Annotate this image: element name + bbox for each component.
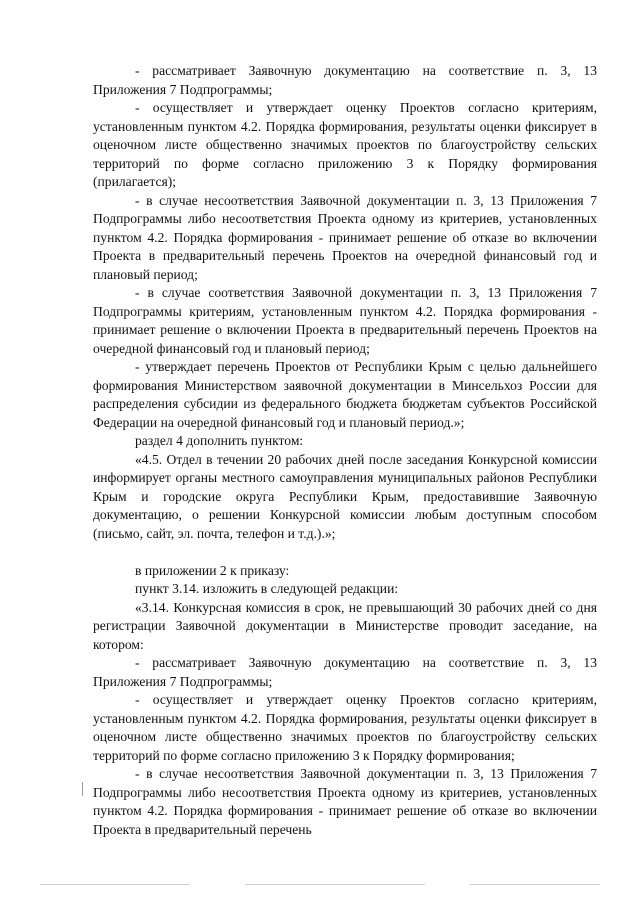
paragraph-appendix-2: в приложении 2 к приказу:: [135, 562, 290, 578]
paragraph-inclusion-decision: - в случае соответствия Заявочной документации п. 3, 13 Приложения 7 Подпрограммы критериям, установленным пунктом 4.2. Порядка формирования - принимает решение о включении Проекта в предварительный перечень Проектов на очередной финансовый год и плановый период;: [93, 285, 597, 356]
paragraph-review-docs-2: - рассматривает Заявочную документацию на соответствие п. 3, 13 Приложения 7 Подпрограммы;: [93, 655, 597, 689]
paragraph-evaluate-projects: - осуществляет и утверждает оценку Проектов согласно критериям, установленным пунктом 4.2. Порядка формирования, результаты оценки фиксирует в оценочном листе общественно значимых проектов по благоустройству сельских территорий по форме согласно приложению 3 к Порядку формирования (прилагается);: [93, 100, 597, 189]
footer-rule-right: [470, 884, 600, 885]
paragraph-section-4-amend: раздел 4 дополнить пунктом:: [135, 433, 304, 448]
paragraph-refusal-decision: - в случае несоответствия Заявочной документации п. 3, 13 Приложения 7 Подпрограммы либо несоответствия Проекта одному из критериев, установленных пунктом 4.2. Порядка формирования - принимает решение об отказе во включении Проекта в предварительный перечень Проектов на очередной финансовый год и плановый период;: [93, 192, 597, 282]
paragraph-clause-3-14-intro: пункт 3.14. изложить в следующей редакции:: [135, 581, 399, 596]
paragraph-refusal-decision-2: - в случае несоответствия Заявочной документации п. 3, 13 Приложения 7 Подпрограммы либо несоответствия Проекта одному из критериев, установленных пунктом 4.2. Порядка формирования - принимает решение об отказе во включении Проекта в предварительный перечень: [93, 766, 597, 837]
paragraph-clause-4-5: «4.5. Отдел в течении 20 рабочих дней после заседания Конкурсной комиссии информирует органы местного самоуправления муниципальных районов Республики Крым и городские округа Республики Крым, предоставившие Заявочную документацию, о решении Конкурсной комиссии любым доступным способом (письмо, сайт, эл. почта, телефон и т.д.).»;: [93, 451, 597, 541]
document-body: [93, 62, 597, 839]
footer-rule-center: [245, 884, 425, 885]
paragraph-approve-list: - утверждает перечень Проектов от Республики Крым с целью дальнейшего формирования Министерством заявочной документации в Минсельхоз России для распределения субсидии из федерального бюджета бюджетам субъектов Российской Федерации на очередной финансовый год и плановый период.»;: [93, 359, 597, 430]
paragraph-review-docs: - рассматривает Заявочную документацию на соответствие п. 3, 13 Приложения 7 Подпрограммы;: [93, 63, 597, 97]
footer-rule-left: [40, 884, 190, 885]
paragraph-evaluate-projects-2: - осуществляет и утверждает оценку Проектов согласно критериям, установленным пунктом 4.2. Порядка формирования, результаты оценки фиксирует в оценочном листе общественно значимых проектов по благоустройству сельских территорий по форме согласно приложению 3 к Порядку формирования;: [93, 692, 597, 763]
paragraph-clause-3-14: «3.14. Конкурсная комиссия в срок, не превышающий 30 рабочих дней со дня регистрации Заявочной документации в Министерстве проводит заседание, на котором:: [93, 599, 597, 652]
scan-edge-mark: [82, 782, 83, 796]
